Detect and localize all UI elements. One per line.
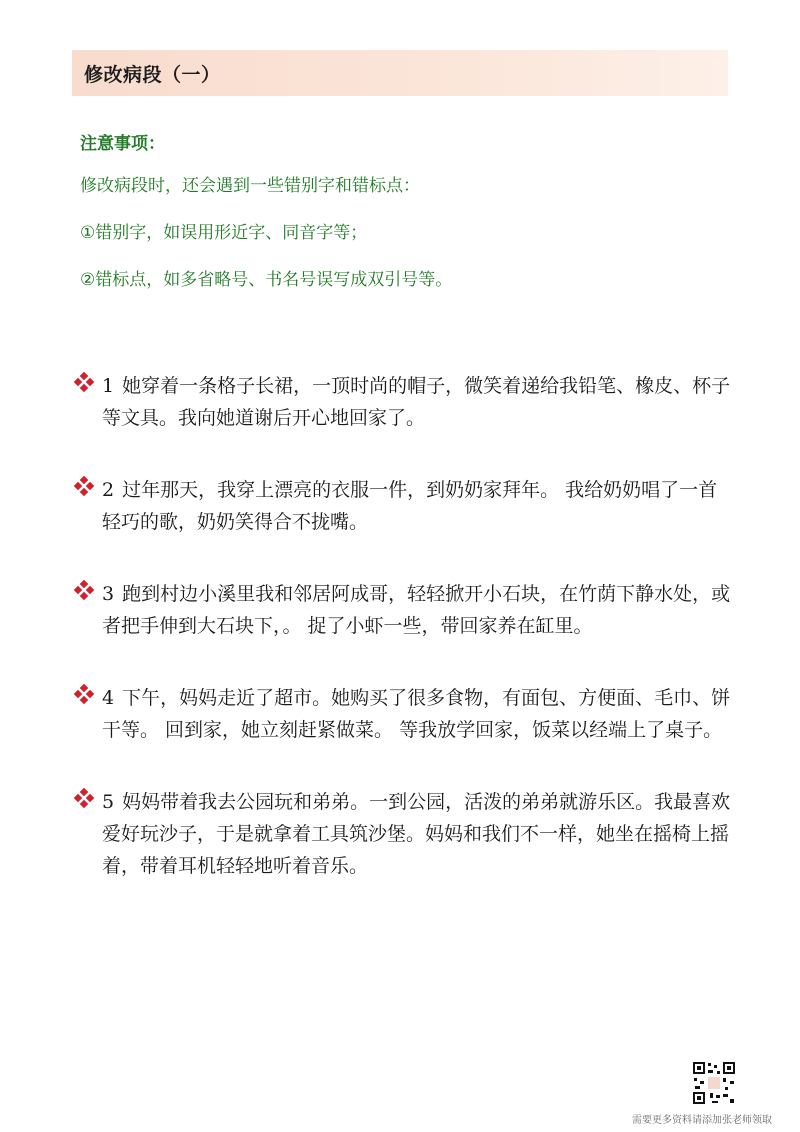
exercise-number: 3 (102, 583, 115, 605)
notes-line: ②错标点，如多省略号、书名号误写成双引号等。 (80, 270, 453, 290)
diamond-bullet-icon (74, 684, 94, 704)
diamond-bullet-icon (74, 372, 94, 392)
exercise-item (72, 682, 732, 746)
diamond-bullet-icon (74, 476, 94, 496)
notes-line: 修改病段时，还会遇到一些错别字和错标点： (80, 176, 420, 196)
exercise-number: 1 (102, 375, 115, 397)
notes-heading: 注意事项： (80, 134, 165, 154)
exercise-text: 过年那天，我穿上漂亮的衣服一件，到奶奶家拜年。 我给奶奶唱了一首轻巧的歌，奶奶笑得合不拢嘴。 (102, 479, 718, 533)
exercise-item (72, 786, 732, 882)
exercise-item (72, 370, 732, 434)
exercise-list (72, 370, 732, 882)
exercise-text: 她穿着一条格子长裙，一顶时尚的帽子，微笑着递给我铅笔、橡皮、杯子等文具。我向她道谢后开心地回家了。 (102, 375, 731, 429)
qr-code-icon (692, 1061, 736, 1105)
footer-note: 需要更多资料请添加张老师领取 (632, 1115, 772, 1126)
diamond-bullet-icon (74, 580, 94, 600)
page-title: 修改病段（一） (84, 63, 221, 86)
exercise-number: 2 (102, 479, 115, 501)
footer (632, 1061, 772, 1126)
exercise-number: 4 (102, 687, 115, 709)
notes-line: ①错别字，如误用形近字、同音字等； (80, 223, 368, 243)
diamond-bullet-icon (74, 788, 94, 808)
exercise-item (72, 474, 732, 538)
exercise-text: 妈妈带着我去公园玩和弟弟。一到公园，活泼的弟弟就游乐区。我最喜欢爱好玩沙子，于是就拿着工具筑沙堡。妈妈和我们不一样，她坐在摇椅上摇着，带着耳机轻轻地听着音乐。 (102, 791, 731, 877)
exercise-number: 5 (102, 791, 115, 813)
notes-section (80, 128, 720, 292)
exercise-item (72, 578, 732, 642)
exercise-text: 下午，妈妈走近了超市。她购买了很多食物，有面包、方便面、毛巾、饼干等。 回到家，她立刻赶紧做菜。 等我放学回家，饭菜以经端上了桌子。 (102, 687, 731, 741)
title-banner (72, 50, 728, 96)
exercise-text: 跑到村边小溪里我和邻居阿成哥，轻轻掀开小石块，在竹荫下静水处，或者把手伸到大石块下，。 捉了小虾一些，带回家养在缸里。 (102, 583, 731, 637)
